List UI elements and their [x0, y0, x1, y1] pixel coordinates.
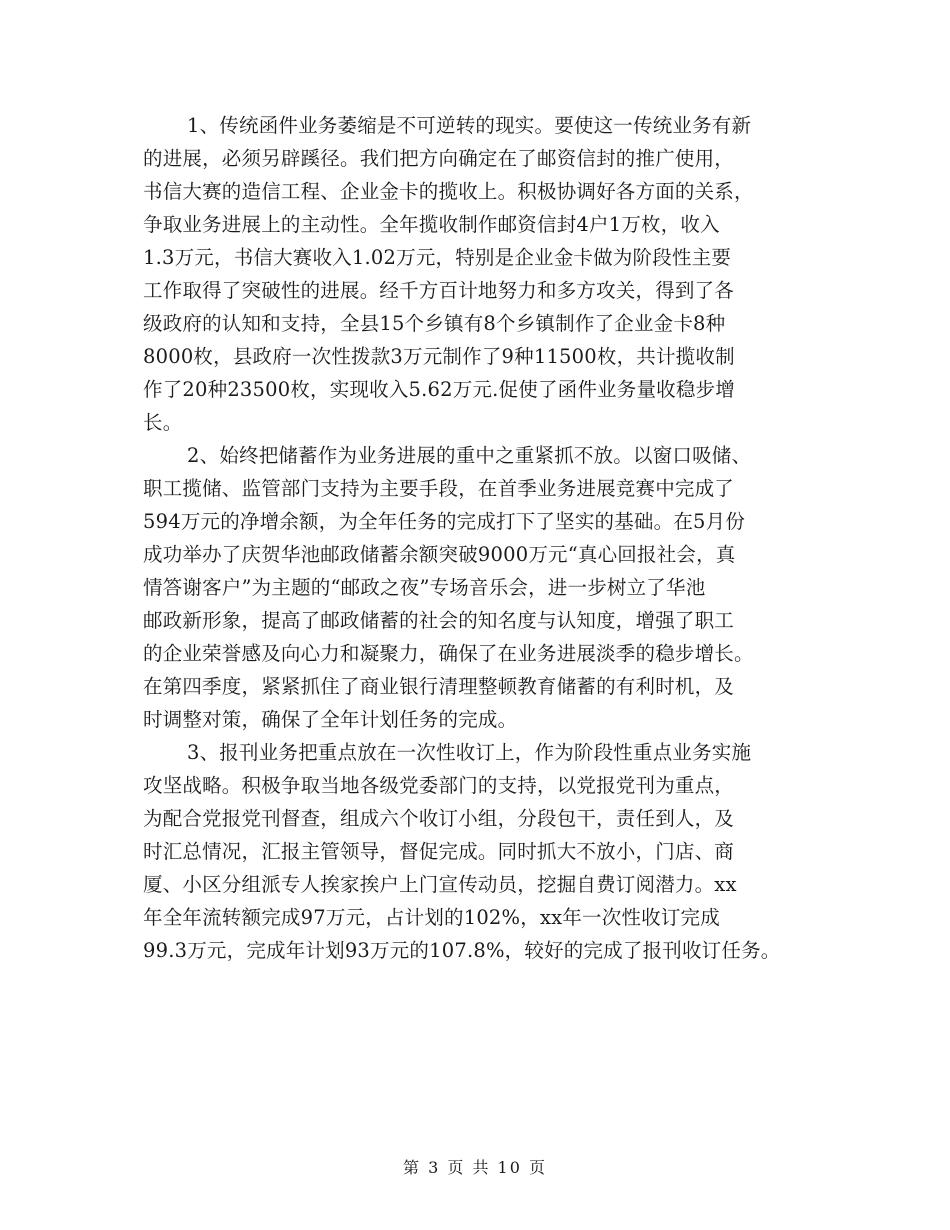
paragraph-first-line: 1、传统函件业务萎缩是不可逆转的现实。要使这一传统业务有新: [187, 114, 752, 137]
paragraph-line: 99.3万元，完成年计划93万元的107.8%，较好的完成了报刊收订任务。: [143, 939, 781, 962]
paragraph-line: 厦、小区分组派专人挨家挨户上门宣传动员，挖掘自费订阅潜力。xx: [143, 873, 737, 896]
paragraph-line: 为配合党报党刊督查，组成六个收订小组，分段包干，责任到人，及: [143, 807, 735, 830]
paragraph-line: 时汇总情况，汇报主管领导，督促完成。同时抓大不放小，门店、商: [143, 840, 735, 863]
paragraph-first-line: 3、报刊业务把重点放在一次性收订上，作为阶段性重点业务实施: [187, 741, 752, 764]
page-number-footer: 第 3 页 共 10 页: [403, 1158, 547, 1177]
paragraph-line: 长。: [143, 411, 183, 434]
paragraph-line: 作了20种23500枚，实现收入5.62万元.促使了函件业务量收稳步增: [143, 378, 735, 401]
paragraph-line: 争取业务进展上的主动性。全年揽收制作邮资信封4户1万枚，收入: [143, 213, 720, 236]
paragraph-line: 的进展，必须另辟蹊径。我们把方向确定在了邮资信封的推广使用，: [143, 147, 735, 170]
paragraph-line: 594万元的净增余额，为全年任务的完成打下了坚实的基础。在5月份: [143, 510, 746, 533]
paragraph-line: 情答谢客户”为主题的“邮政之夜”专场音乐会，进一步树立了华池: [143, 576, 706, 599]
paragraph-line: 的企业荣誉感及向心力和凝聚力，确保了在业务进展淡季的稳步增长。: [143, 642, 754, 665]
paragraph-line: 职工揽储、监管部门支持为主要手段，在首季业务进展竞赛中完成了: [143, 477, 735, 500]
paragraph-line: 年全年流转额完成97万元，占计划的102%，xx年一次性收订完成: [143, 906, 720, 929]
paragraph-first-line: 2、始终把储蓄作为业务进展的重中之重紧抓不放。以窗口吸储、: [187, 444, 752, 467]
paragraph-line: 成功举办了庆贺华池邮政储蓄余额突破9000万元“真心回报社会，真: [143, 543, 736, 566]
paragraph-line: 时调整对策，确保了全年计划任务的完成。: [143, 708, 518, 731]
paragraph-line: 邮政新形象，提高了邮政储蓄的社会的知名度与认知度，增强了职工: [143, 609, 735, 632]
document-body: [143, 109, 823, 967]
paragraph-line: 级政府的认知和支持，全县15个乡镇有8个乡镇制作了企业金卡8种: [143, 312, 726, 335]
paragraph-line: 攻坚战略。积极争取当地各级党委部门的支持，以党报党刊为重点，: [143, 774, 735, 797]
paragraph-line: 在第四季度，紧紧抓住了商业银行清理整顿教育储蓄的有利时机，及: [143, 675, 735, 698]
paragraph-line: 8000枚，县政府一次性拨款3万元制作了9种11500枚，共计揽收制: [143, 345, 735, 368]
paragraph-line: 书信大赛的造信工程、企业金卡的揽收上。积极协调好各方面的关系，: [143, 180, 754, 203]
paragraph-line: 1.3万元，书信大赛收入1.02万元，特别是企业金卡做为阶段性主要: [143, 246, 732, 269]
paragraph-line: 工作取得了突破性的进展。经千方百计地努力和多方攻关，得到了各: [143, 279, 735, 302]
